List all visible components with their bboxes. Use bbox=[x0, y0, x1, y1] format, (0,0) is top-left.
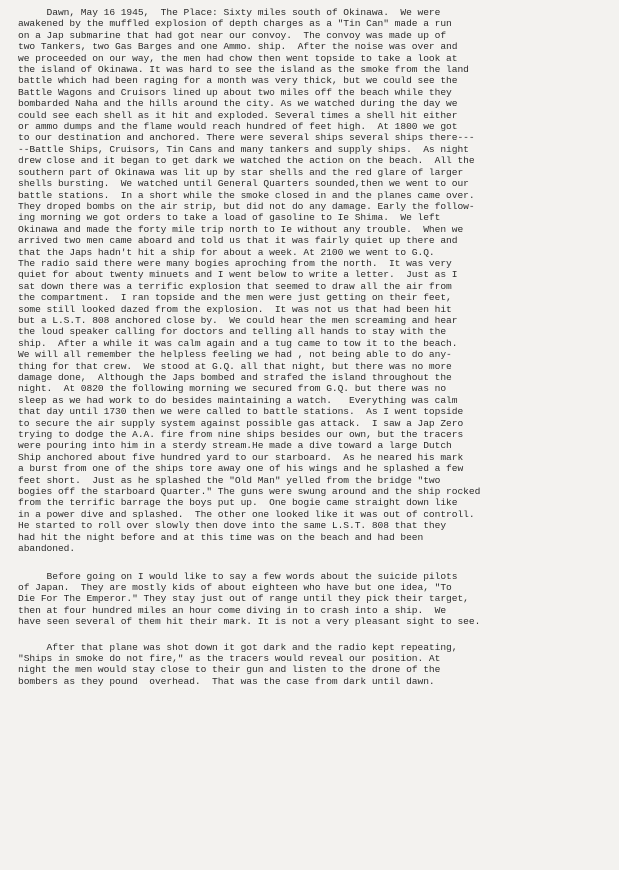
text-line: ship. After a while it was calm again and a tug came to tow it to the beach. bbox=[18, 337, 458, 349]
text-line: quiet for about twenty minuets and I went below to write a letter. Just as I bbox=[18, 269, 458, 281]
text-line: of Japan. They are mostly kids of about eighteen who have but one idea, "To bbox=[18, 581, 452, 593]
paragraph-okinawa-account bbox=[18, 7, 605, 555]
text-line: southern part of Okinawa was lit up by star shells and the red glare of larger bbox=[18, 166, 464, 178]
text-line: The radio said there were many bogies aproching from the north. It was very bbox=[18, 257, 452, 269]
text-line: night. At 0820 the following morning we secured from G.Q. but there was no bbox=[18, 383, 447, 395]
text-line: He started to roll over slowly then dove into the same L.S.T. 808 that they bbox=[18, 520, 447, 532]
text-line: but a L.S.T. 808 anchored close by. We could hear the men screaming and hear bbox=[18, 314, 458, 326]
text-line: drew close and it began to get dark we watched the action on the beach. All the bbox=[18, 155, 475, 167]
text-line: in a power dive and splashed. The other one looked like it was out of controll. bbox=[18, 508, 475, 520]
text-line: thing for that crew. We stood at G.Q. all that night, but there was no more bbox=[18, 360, 452, 372]
text-line: arrived two men came aboard and told us that it was fairly quiet up there and bbox=[18, 235, 458, 247]
text-line: trying to dodge the A.A. fire from nine ships besides our own, but the tracers bbox=[18, 429, 464, 441]
text-line: were pouring into him in a sterdy stream.He made a dive toward a large Dutch bbox=[18, 440, 452, 452]
paragraph-gap bbox=[18, 628, 605, 642]
text-line: that day until 1730 then we were called to battle stations. As I went topside bbox=[18, 406, 464, 418]
text-line: a burst from one of the ships tore away one of his wings and he splashed a few bbox=[18, 463, 464, 475]
text-line: Die For The Emperor." They stay just out of range until they pick their target, bbox=[18, 593, 469, 605]
text-line: They droped bombs on the air strip, but did not do any damage. Early the follow- bbox=[18, 200, 475, 212]
text-line: awakened by the muffled explosion of depth charges as a "Tin Can" made a run bbox=[18, 18, 452, 30]
text-line: Before going on I would like to say a few words about the suicide pilots bbox=[18, 570, 458, 582]
text-line: to our destination and anchored. There were several ships several ships there--- bbox=[18, 132, 475, 144]
text-line: sat down there was a terrific explosion that seemed to draw all the air from bbox=[18, 280, 452, 292]
text-line: shells bursting. We watched until General Quarters sounded,then we went to our bbox=[18, 178, 469, 190]
text-line: two Tankers, two Gas Barges and one Ammo. ship. After the noise was over and bbox=[18, 41, 458, 53]
text-line: had hit the night before and at this time was on the beach and had been bbox=[18, 531, 424, 543]
text-line: bombarded Naha and the hills around the city. As we watched during the day we bbox=[18, 98, 458, 110]
text-line: then at four hundred miles an hour come diving in to crash into a ship. We bbox=[18, 604, 447, 616]
text-line: battle stations. In a short while the smoke closed in and the planes came over. bbox=[18, 189, 475, 201]
text-line: abandoned. bbox=[18, 543, 76, 555]
text-line: damage done, Although the Japs bombed and strafed the island throughout the bbox=[18, 372, 452, 383]
text-line: sleep as we had work to do besides maintaining a watch. Everything was calm bbox=[18, 394, 458, 406]
text-line: Dawn, May 16 1945, The Place: Sixty miles south of Okinawa. We were bbox=[18, 7, 441, 18]
text-line: feet short. Just as he splashed the "Old Man" yelled from the bridge "two bbox=[18, 474, 441, 486]
text-line: to secure the air supply system against possible gas attack. I saw a Jap Zero bbox=[18, 417, 464, 429]
text-line: Ship anchored about five hundred yard to our starboard. As he neared his mark bbox=[18, 451, 464, 463]
text-line: that the Japs hadn't hit a ship for about a week. At 2100 we went to G.Q. bbox=[18, 246, 435, 258]
text-line: the island of Okinawa. It was hard to see the island as the smoke from the land bbox=[18, 64, 469, 76]
text-line: Okinawa and made the forty mile trip north to Ie without any trouble. When we bbox=[18, 223, 464, 235]
text-line: We will all remember the helpless feeling we had , not being able to do any- bbox=[18, 349, 452, 361]
text-line: bogies off the starboard Quarter." The guns were swung around and the ship rocked bbox=[18, 486, 481, 498]
text-line: ing morning we got orders to take a load of gasoline to Ie Shima. We left bbox=[18, 212, 441, 224]
text-line: from the terrific barrage the boys put up. One bogie came straight down like bbox=[18, 497, 458, 509]
text-line: the loud speaker calling for doctors and telling all hands to stay with the bbox=[18, 326, 447, 338]
text-line: could see each shell as it hit and exploded. Several times a shell hit either bbox=[18, 109, 458, 121]
text-line: After that plane was shot down it got dark and the radio kept repeating, bbox=[18, 641, 458, 653]
paragraph-night-bombers bbox=[18, 642, 605, 688]
text-line: battle which had been raging for a month was very thick, but we could see the bbox=[18, 75, 458, 87]
text-line: we proceeded on our way, the men had chow then went topside to take a look at bbox=[18, 52, 458, 64]
text-line: night the men would stay close to their gun and listen to the drone of the bbox=[18, 664, 441, 676]
text-line: or ammo dumps and the flame would reach hundred of feet high. At 1800 we got bbox=[18, 121, 458, 133]
text-line: some still looked dazed from the explosion. It was not us that had been hit bbox=[18, 303, 452, 315]
text-line: the compartment. I ran topside and the men were just getting on their feet, bbox=[18, 292, 452, 304]
paragraph-suicide-pilots bbox=[18, 571, 605, 628]
text-line: on a Jap submarine that had got near our convoy. The convoy was made up of bbox=[18, 29, 447, 41]
text-line: "Ships in smoke do not fire," as the tracers would reveal our position. At bbox=[18, 652, 441, 664]
text-line: Battle Wagons and Cruisors lined up about two miles off the beach while they bbox=[18, 86, 452, 98]
text-line: have seen several of them hit their mark. It is not a very pleasant sight to see. bbox=[18, 616, 481, 628]
text-line: --Battle Ships, Cruisors, Tin Cans and many tankers and supply ships. As night bbox=[18, 143, 469, 155]
paragraph-gap bbox=[18, 555, 605, 571]
text-line: bombers as they pound overhead. That was the case from dark until dawn. bbox=[18, 675, 435, 687]
